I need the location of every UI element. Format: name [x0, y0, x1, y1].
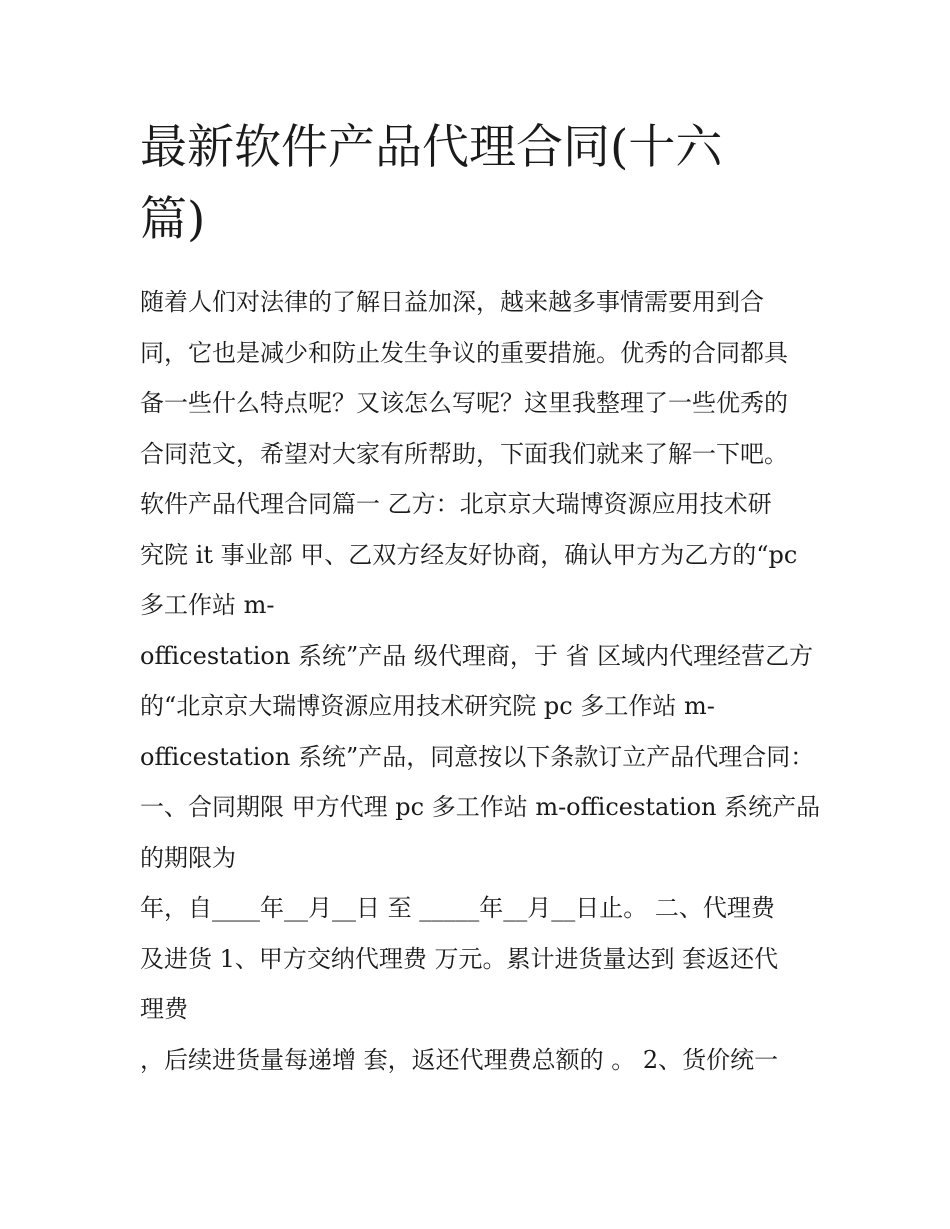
body-line: 年，自____年__月__日 至 _____年__月__日止。 二、代理费	[140, 894, 775, 922]
body-line: 软件产品代理合同篇一 乙方：北京京大瑞博资源应用技术研	[140, 490, 772, 518]
title-line: 篇)	[140, 192, 206, 247]
body-line: 及进货 1、甲方交纳代理费 万元。累计进货量达到 套返还代	[140, 944, 779, 973]
body-line: officestation 系统”产品 级代理商，于 省 区域内代理经营乙方	[140, 641, 814, 670]
document-title	[140, 112, 820, 256]
body-line: 究院 it 事业部 甲、乙双方经友好协商，确认甲方为乙方的“pc	[140, 540, 798, 569]
body-line: 理费	[140, 995, 188, 1023]
body-line: 合同范文，希望对大家有所帮助，下面我们就来了解一下吧。	[140, 439, 788, 468]
body-line: 随着人们对法律的了解日益加深，越来越多事情需要用到合	[140, 288, 764, 316]
body-line: officestation 系统”产品，同意按以下条款订立产品代理合同：	[140, 742, 815, 771]
document-body	[140, 277, 830, 1085]
body-line: 一、合同期限 甲方代理 pc 多工作站 m-officestation 系统产品	[140, 793, 821, 821]
body-line: 同，它也是减少和防止发生争议的重要措施。优秀的合同都具	[140, 338, 788, 367]
body-line: ，后续进货量每递增 套，返还代理费总额的 。 2、货价统一	[140, 1045, 779, 1074]
body-line: 多工作站 m-	[140, 591, 275, 619]
body-line: 的期限为	[140, 843, 236, 872]
body-line: 的“北京京大瑞博资源应用技术研究院 pc 多工作站 m-	[140, 692, 715, 720]
body-line: 备一些什么特点呢？又该怎么写呢？这里我整理了一些优秀的	[140, 389, 788, 417]
title-line: 最新软件产品代理合同(十六	[140, 120, 723, 175]
